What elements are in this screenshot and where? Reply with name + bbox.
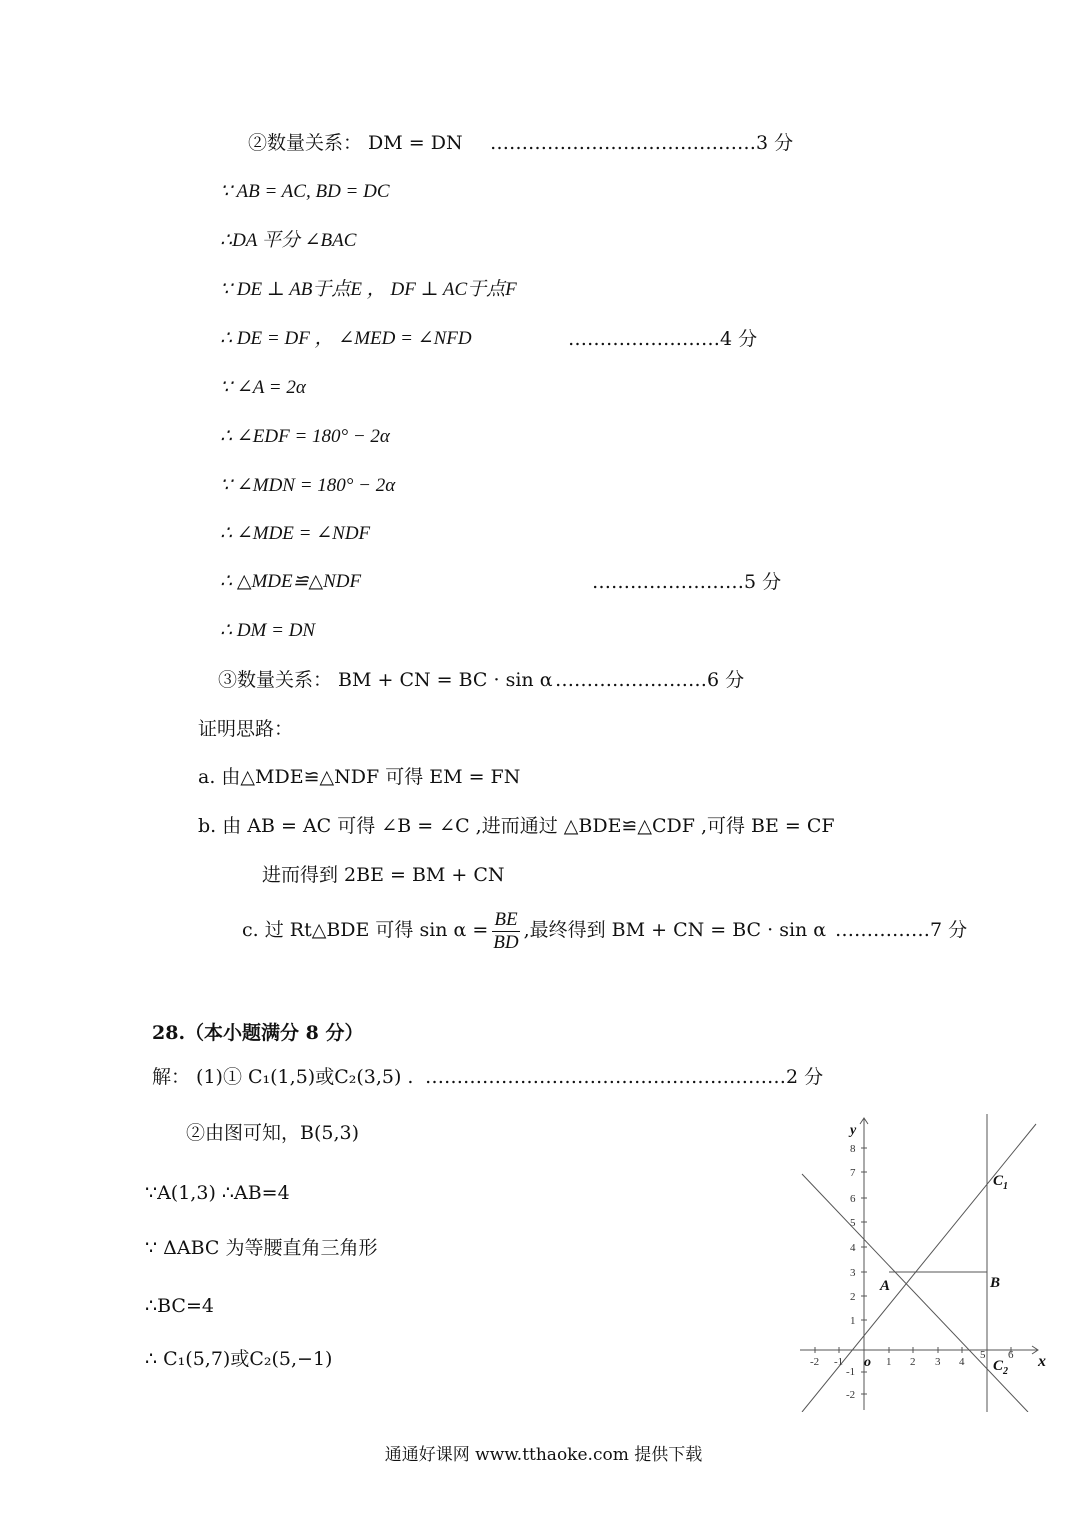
x-tick-label: 1 xyxy=(886,1356,892,1368)
fraction-denominator: BD xyxy=(493,931,519,953)
line-perpendiculars: ∵ DE ⊥ AB于点E ， DF ⊥ AC于点F xyxy=(220,279,517,300)
y-tick-label: -2 xyxy=(846,1389,856,1401)
solution-line-2: ②由图可知，B(5,3) xyxy=(186,1122,360,1144)
x-tick-label: 6 xyxy=(1008,1349,1014,1361)
line-given-ab-ac: ∵ AB = AC, BD = DC xyxy=(220,181,390,202)
score-5: ……………………5 分 xyxy=(592,571,782,593)
line-congruent: ∴ △MDE≌△NDF xyxy=(220,571,362,592)
line-de-df: ∴ DE = DF ， ∠MED = ∠NFD xyxy=(220,328,472,349)
y-tick-label: -1 xyxy=(846,1366,856,1378)
line-angle-edf: ∴ ∠EDF = 180° − 2α xyxy=(220,426,390,447)
x-axis-label: x xyxy=(1038,1353,1046,1370)
coordinate-graph xyxy=(800,1112,1055,1412)
page-footer: 通通好课网 www.tthaoke.com 提供下载 xyxy=(384,1445,703,1465)
x-tick-label: 2 xyxy=(910,1356,916,1368)
point-c1-label: $C_1$ xyxy=(993,1173,1009,1192)
solution-line-6: ∴ C₁(5,7)或C₂(5,−1) xyxy=(145,1348,333,1370)
point-b-label: B xyxy=(990,1275,1001,1291)
solution-line-4: ∵ ΔABC 为等腰直角三角形 xyxy=(145,1237,378,1259)
y-tick-label: 1 xyxy=(850,1315,856,1327)
score-3: ……………………………………3 分 xyxy=(490,132,794,154)
y-tick-label: 7 xyxy=(850,1167,856,1179)
fraction xyxy=(492,909,519,954)
problem-28-heading: 28.（本小题满分 8 分） xyxy=(152,1022,364,1044)
x-tick-label: 4 xyxy=(959,1356,965,1368)
line-y-eq-neg-x-plus-4 xyxy=(802,1174,1028,1412)
score-6: ……………………6 分 xyxy=(555,669,745,691)
point-c2-label: $C_2$ xyxy=(993,1358,1009,1377)
idea-c-suffix: ,最终得到 BM + CN = BC · sin α xyxy=(523,919,827,941)
point-a-label: A xyxy=(880,1278,891,1294)
x-tick-label: -2 xyxy=(810,1356,820,1368)
x-tick-label: 5 xyxy=(980,1349,986,1361)
line-idea-b-cont: 进而得到 2BE = BM + CN xyxy=(262,864,505,886)
line-dm-dn: ∴ DM = DN xyxy=(220,620,316,641)
line-angle-mdn: ∵ ∠MDN = 180° − 2α xyxy=(220,475,396,496)
solution-line-3: ∵A(1,3) ∴AB=4 xyxy=(145,1182,290,1204)
line-quantity-relation-3: ③数量关系： BM + CN = BC · sin α xyxy=(218,669,553,691)
y-tick-label: 2 xyxy=(850,1291,856,1303)
x-tick-label: -1 xyxy=(834,1356,844,1368)
x-tick-label: 3 xyxy=(935,1356,941,1368)
y-tick-label: 8 xyxy=(850,1143,856,1155)
line-idea-b: b. 由 AB = AC 可得 ∠B = ∠C ,进而通过 △BDE≌△CDF ,可得 BE = CF xyxy=(198,815,835,837)
idea-c-prefix: c. 过 Rt△BDE 可得 sin α = xyxy=(242,919,489,941)
line-idea-c xyxy=(242,906,826,954)
y-tick-label: 5 xyxy=(850,1217,856,1229)
score-7: ……………7 分 xyxy=(835,919,968,941)
y-tick-label: 3 xyxy=(850,1267,856,1279)
y-tick-label: 4 xyxy=(850,1242,856,1254)
score-2: …………………………………………………2 分 xyxy=(425,1066,824,1088)
line-da-bisects: ∴DA 平分 ∠BAC xyxy=(220,230,357,251)
solution-line-5: ∴BC=4 xyxy=(145,1295,214,1317)
y-axis-label: y xyxy=(850,1123,857,1138)
line-quantity-relation-2: ②数量关系： DM = DN xyxy=(248,132,463,154)
line-proof-idea: 证明思路： xyxy=(198,718,294,740)
y-tick-label: 6 xyxy=(850,1193,856,1205)
fraction-numerator: BE xyxy=(494,908,518,930)
score-4: ……………………4 分 xyxy=(568,328,758,350)
line-angle-mde: ∴ ∠MDE = ∠NDF xyxy=(220,523,371,544)
solution-line-1: 解： (1)① C₁(1,5)或C₂(3,5) . xyxy=(152,1066,414,1088)
line-idea-a: a. 由△MDE≌△NDF 可得 EM = FN xyxy=(198,766,521,788)
line-angle-a: ∵ ∠A = 2α xyxy=(220,377,306,398)
origin-label: o xyxy=(864,1355,871,1370)
